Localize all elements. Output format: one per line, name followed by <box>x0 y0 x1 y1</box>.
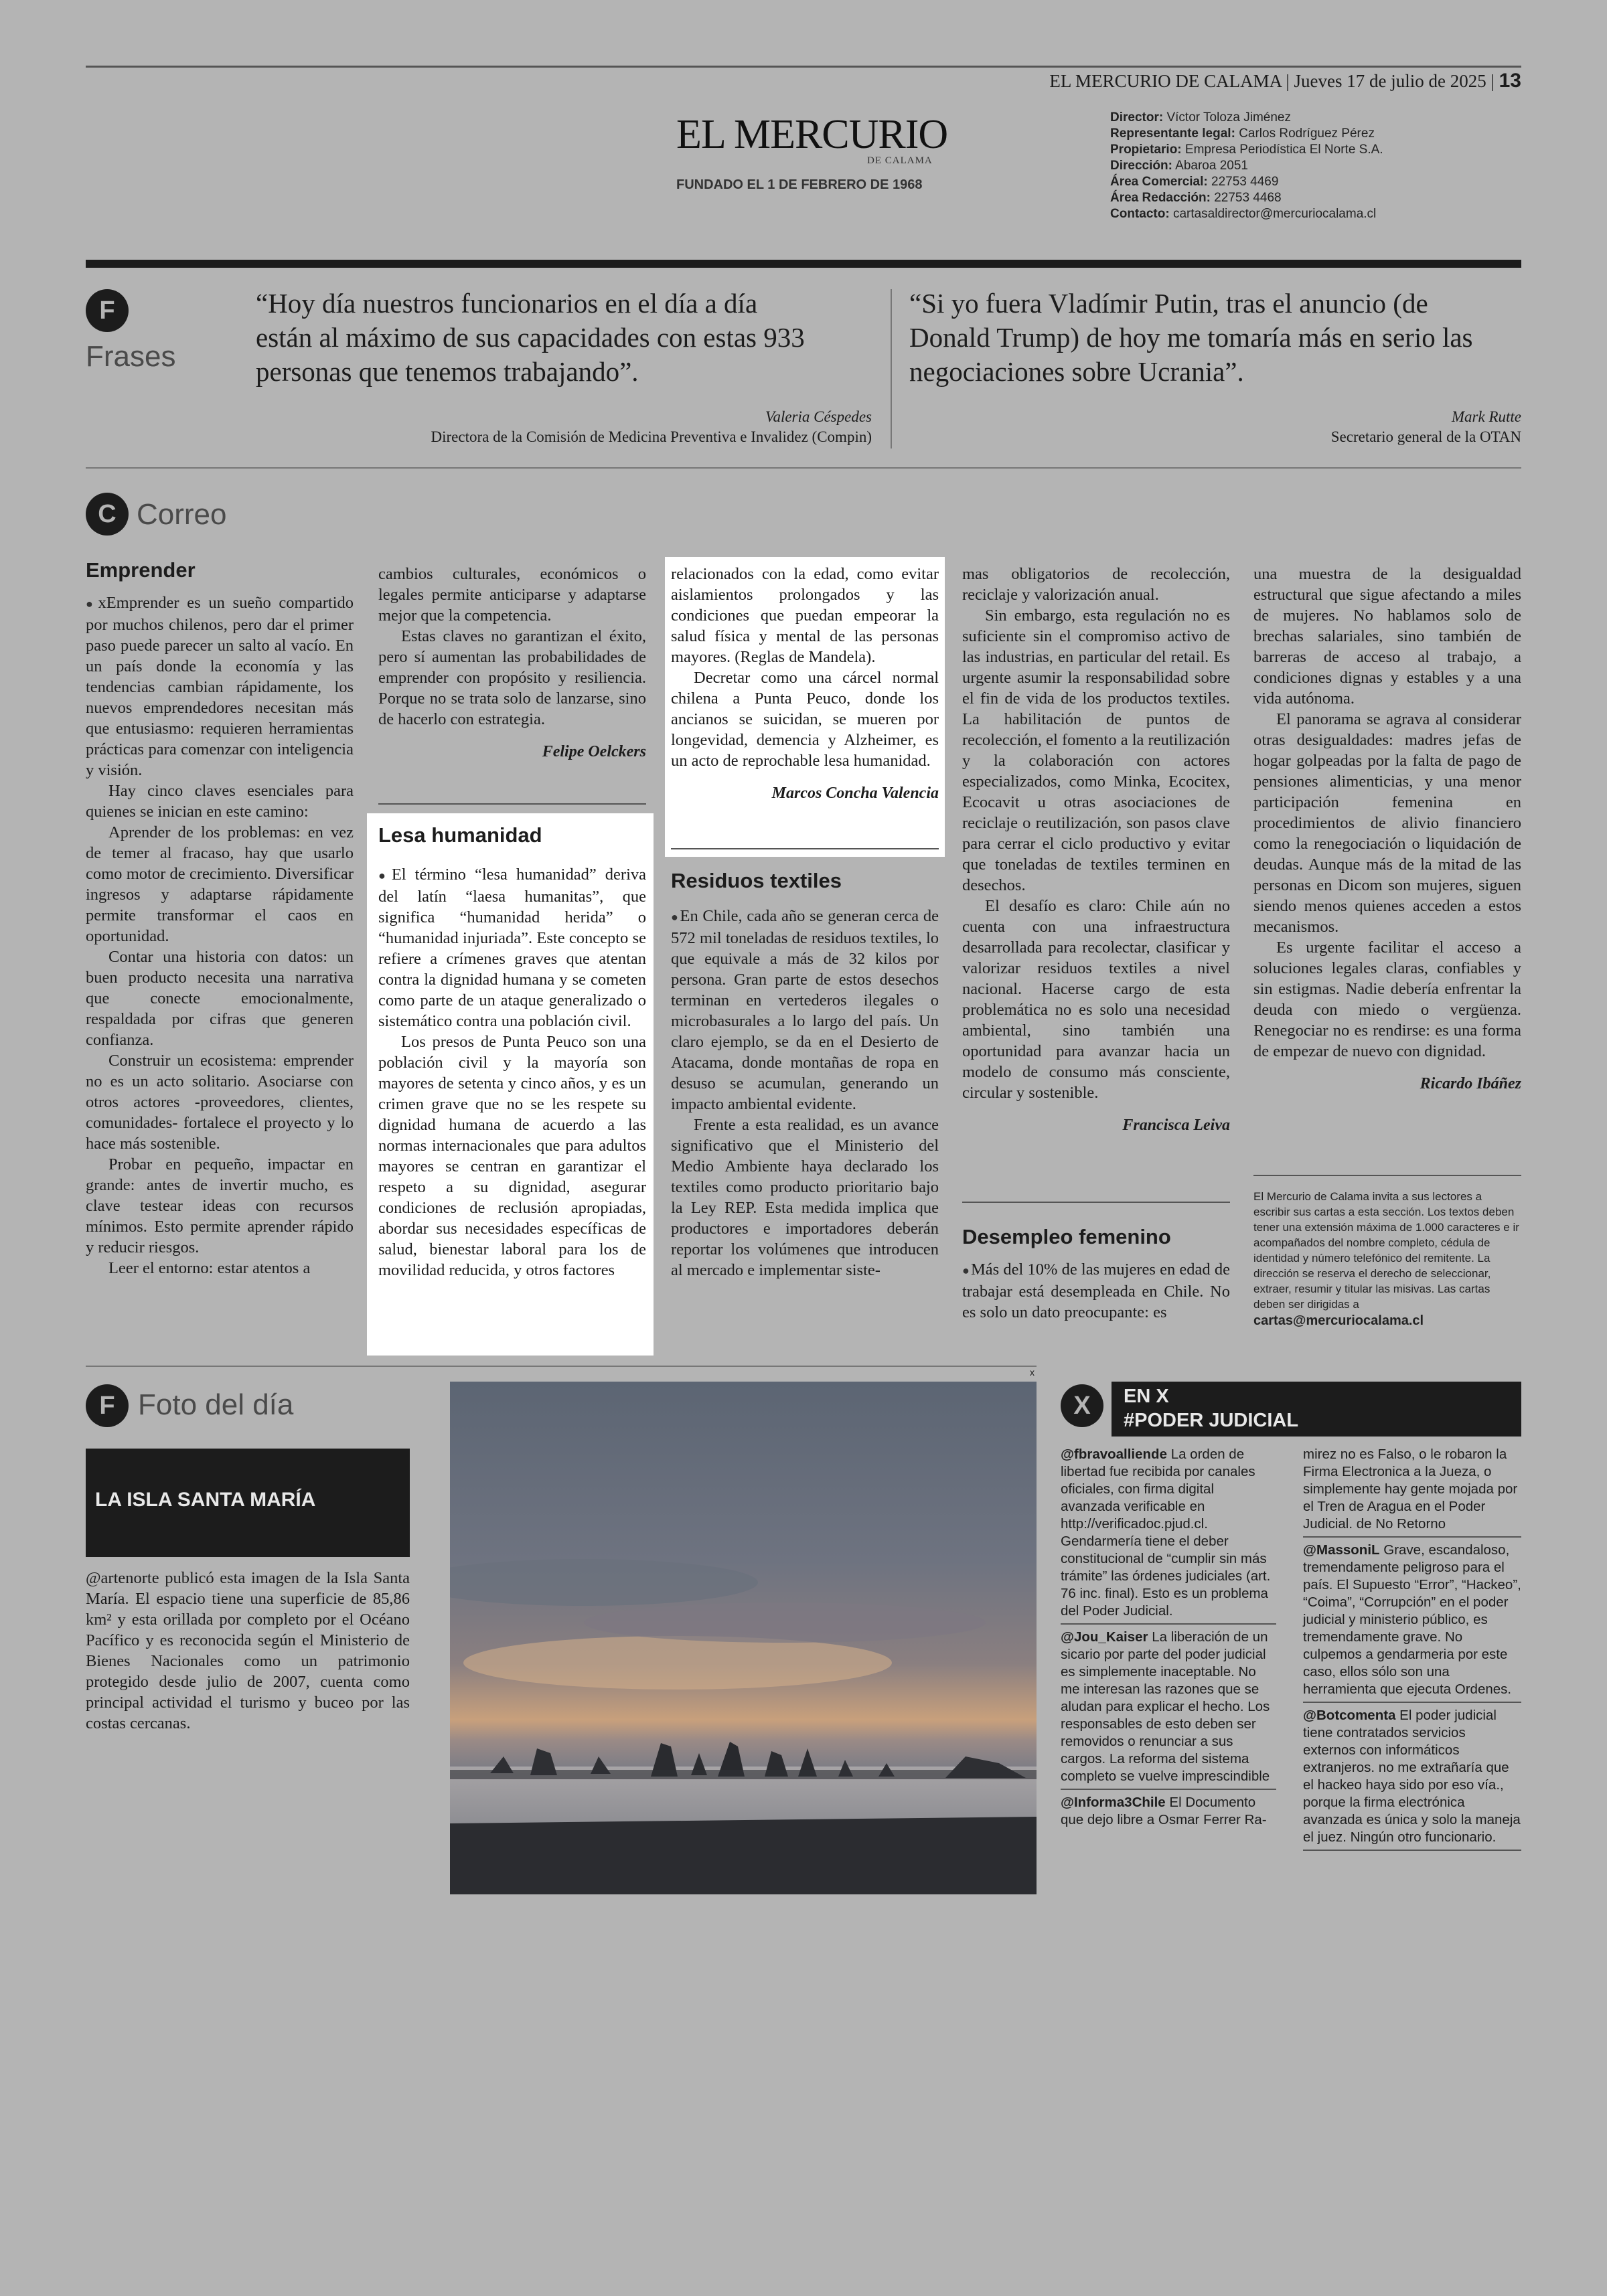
letter-paragraph: Es urgente facilitar el acceso a soluciones legales claras, confiables y sin estigmas. Nadie debería enfrentar la deuda con miedo o vergüenza. Renegociar no es rendirse: es una forma de empezar de nuevo con dignidad. <box>1253 938 1521 1060</box>
letter-rule <box>962 1202 1230 1203</box>
letter-paragraph: Sin embargo, esta regulación no es suficiente sin el compromiso activo de las industrias, en particular del retail. Es urgente asumir la responsabilidad sobre el fin de vida de los productos textiles. La habilitación de puntos de recolección, el fomento a la reutilización y la colaboración con actores especializados, como Minka, Ecocitex, Ecocavit u otras asociaciones de reciclaje o reutilización, son pasos clave para cerrar el ciclo productivo y evitar que toneladas de textiles terminen en desechos. <box>962 606 1230 894</box>
letter-paragraph: ● En Chile, cada año se generan cerca de 572 mil toneladas de residuos textiles, lo que equivale a más de 32 kilos por persona. Gran parte de estos desechos terminan en vertederos ilegales o microbasurales a lo largo del país. Un claro ejemplo, se da en el Desierto de Atacama, donde montañas de ropa en desuso se acumulan, generando un impacto ambiental evidente. <box>671 906 939 1115</box>
letter-paragraph: Frente a esta realidad, es un avance significativo que el Ministerio del Medio Ambiente haya declarado los textiles como producto prioritario bajo la Ley REP. Esta medida implica que productores e importadores deberán reportar los volúmenes que introducen al mercado e implementar siste- <box>671 1116 939 1279</box>
tweet: @Informa3Chile El Documento que dejo libre a Osmar Ferrer Ra- <box>1061 1795 1267 1827</box>
tweet: @fbravoalliende La orden de libertad fue recibida por canales oficiales, con firma digital avanzada verificable en http://verificadoc.pjud.cl. Gendarmería tiene el deber constitucional de “cumplir sin más trámite” las órdenes judiciales (art. 76 inc. final). Esto es un problema del Poder Judicial. <box>1061 1447 1271 1619</box>
correo-title: Correo <box>137 498 227 531</box>
staff-line: Propietario: Empresa Periodística El Norte S.A. <box>1110 143 1383 157</box>
staff-line: Área Comercial: 22753 4469 <box>1110 175 1279 189</box>
signature-lesa: Marcos Concha Valencia <box>771 785 939 802</box>
foto-rule <box>86 1366 1037 1367</box>
top-rule <box>86 66 1521 68</box>
tweets-column-1 <box>1061 1446 1276 1829</box>
enx-hashtag: #PODER JUDICIAL <box>1124 1410 1299 1431</box>
quote-1: “Hoy día nuestros funcionarios en el día a día están al máximo de sus capacidades con estas 933 personas que tenemos trabajando”. <box>256 288 805 387</box>
enx-title: EN X <box>1124 1386 1169 1407</box>
frases-title: Frases <box>86 340 176 373</box>
quote-2: “Si yo fuera Vladímir Putin, tras el anuncio (de Donald Trump) de hoy me tomaría más en serio las negociaciones sobre Ucrania”. <box>909 288 1473 387</box>
frases-rule <box>86 467 1521 469</box>
letter-paragraph: relacionados con la edad, como evitar aislamientos prolongados y las condiciones que puedan empeorar la salud física y mental de las personas mayores. (Reglas de Mandela). <box>671 565 939 666</box>
tweet: @Botcomenta El poder judicial tiene contratados servicios externos con informáticos extranjeros. no me extrañaría que el hackeo haya sido por eso vía., porque la firma electrónica avanzada es única y solo la maneja el juez. Ningún otro funcionario. <box>1303 1708 1521 1845</box>
tweet-divider <box>1061 1623 1276 1625</box>
letter-paragraph: cambios culturales, económicos o legales permite anticiparse y adaptarse mejor que la competencia. <box>378 565 646 625</box>
tweet-divider <box>1303 1702 1521 1703</box>
page-number: 13 <box>1499 70 1521 92</box>
staff-line: Dirección: Abaroa 2051 <box>1110 159 1248 173</box>
letter-paragraph: ● xEmprender es un sueño compartido por muchos chilenos, pero dar el primer paso puede parecer un salto al vacío. En un país donde la economía y las tendencias cambian rápidamente, los nuevos emprendedores necesitan más que entusiasmo: requieren herramientas prácticas para comenzar con inteligencia y visión. <box>86 592 354 781</box>
letter-rule <box>671 848 939 849</box>
column-lesa <box>378 825 646 1281</box>
letter-paragraph: Aprender de los problemas: en vez de temer al fracaso, hay que usarlo como motor de crecimiento. Diversificar ingresos y adaptarse rápidamente permite transformar el caos en oportunidad. <box>86 823 354 945</box>
sunset-photo <box>450 1382 1037 1894</box>
letter-paragraph: El desafío es claro: Chile aún no cuenta con una infraestructura desarrollada para recolectar, clasificar y valorizar residuos textiles a nivel nacional. Hacerse cargo de esta problemática no es solo una necesidad ambiental, sino también una oportunidad para avanzar hacia un modelo de consumo más consciente, circular y sostenible. <box>962 897 1230 1102</box>
signature-emprender: Felipe Oelckers <box>542 743 646 760</box>
column-4-top <box>962 564 1230 1136</box>
tweet-divider <box>1303 1850 1521 1851</box>
tweet-user[interactable]: @Botcomenta <box>1303 1708 1396 1723</box>
staff-box <box>1110 110 1485 222</box>
quote-1-author: Valeria Céspedes <box>765 408 872 425</box>
letter-paragraph: Probar en pequeño, impactar en grande: antes de invertir mucho, es clave testear ideas con recursos mínimos. Esto permite aprender rápido y reducir riesgos. <box>86 1155 354 1256</box>
tweet-user[interactable]: @fbravoalliende <box>1061 1447 1167 1462</box>
foto-title: Foto del día <box>138 1388 294 1421</box>
letter-rule <box>1253 1175 1521 1176</box>
tweet-divider <box>1303 1536 1521 1538</box>
letter-paragraph: Contar una historia con datos: un buen producto necesita una narrativa que conecte emocionalmente, respaldada por cifras que generen confianza. <box>86 948 354 1049</box>
letter-title-lesa: Lesa humanidad <box>378 823 542 847</box>
letter-paragraph: El panorama se agrava al considerar otras desigualdades: madres jefas de hogar golpeadas por la falta de pago de pensiones alimenticias, y una menor participación femenina en procedimientos de alivio financiero como la renegociación o liquidación de deudas. Aunque más de la mitad de las personas en Dicom son mujeres, siguen siendo menos quienes acceden a estos mecanismos. <box>1253 710 1521 936</box>
foto-title-box <box>86 1449 410 1557</box>
founded-line: FUNDADO EL 1 DE FEBRERO DE 1968 <box>676 177 923 192</box>
tweet: @Jou_Kaiser La liberación de un sicario por parte del poder judicial es simplemente inaceptable. No me interesan las razones que se aludan para explicar el hecho. Los responsables de esto deben ser removidos o renunciar a sus cargos. La reforma del sistema completo se vuelve imprescindible <box>1061 1629 1270 1784</box>
letter-paragraph: ● Más del 10% de las mujeres en edad de trabajar está desempleada en Chile. No es solo un dato preocupante: es <box>962 1259 1230 1323</box>
column-desempleo <box>962 1226 1230 1323</box>
signature-desempleo: Ricardo Ibáñez <box>1420 1075 1521 1092</box>
letter-paragraph: Hay cinco claves esenciales para quienes se inician en este camino: <box>86 782 354 821</box>
letter-paragraph: Estas claves no garantizan el éxito, pero sí aumentan las probabilidades de emprender con propósito y resiliencia. Porque no se trata solo de lanzarse, sino de hacerlo con estrategia. <box>378 627 646 728</box>
tweet-divider <box>1061 1789 1276 1790</box>
column-3-top <box>671 564 939 804</box>
photo-corner-mark: x <box>1030 1367 1035 1378</box>
tweet-continuation: mirez no es Falso, o le robaron la Firma Electronica a la Jueza, o simplemente hay gente mojada por el Tren de Aragua en el Poder Judicial. de No Retorno <box>1303 1447 1518 1532</box>
quote-2-role: Secretario general de la OTAN <box>1330 428 1521 445</box>
quote-divider <box>891 289 892 448</box>
tweets-column-2 <box>1303 1446 1521 1855</box>
x-badge: X <box>1061 1384 1103 1427</box>
foto-caption: @artenorte publicó esta imagen de la Isla Santa María. El espacio tiene una superficie de 85,86 km² y esta orillada por completo por el Océano Pacífico y es reconocida según el Ministerio de Bienes Nacionales como un patrimonio protegido desde julio de 2007, cuenta como principal actividad el turismo y buceo por las costas cercanas. <box>86 1569 410 1732</box>
letter-title-emprender: Emprender <box>86 558 196 582</box>
foto-badge: F <box>86 1384 129 1427</box>
letter-paragraph: ● El término “lesa humanidad” deriva del latín “laesa humanitas”, que significa “humanidad herida” o “humanidad injuriada”. Este concepto se refiere a crímenes graves que atentan contra la dignidad humana y se cometen como parte de un ataque generalizado o sistemático contra una población civil. <box>378 864 646 1032</box>
staff-line: Director: Víctor Toloza Jiménez <box>1110 110 1291 125</box>
newspaper-logo: EL MERCURIO <box>676 112 948 157</box>
tweet-user[interactable]: @Jou_Kaiser <box>1061 1629 1148 1645</box>
column-emprender <box>86 560 354 1279</box>
submission-email[interactable]: cartas@mercuriocalama.cl <box>1253 1313 1424 1328</box>
correo-badge: C <box>86 493 129 536</box>
letter-title-residuos: Residuos textiles <box>671 869 842 892</box>
letter-paragraph: Los presos de Punta Peuco son una población civil y la mayoría son mayores de setenta y cinco años, y es un crimen grave que no se les respete su dignidad humana de acuerdo a las normas internacionales que para adultos mayores se centran en garantizar el respeto a su dignidad, asegurar condiciones de reclusión apropiadas, abordar sus necesidades específicas de salud, bienestar laboral para los de movilidad reducida, y otros factores <box>378 1033 646 1279</box>
foto-box-title: LA ISLA SANTA MARÍA <box>95 1489 316 1511</box>
column-5-top <box>1253 564 1521 1094</box>
letter-paragraph: Leer el entorno: estar atentos a <box>108 1259 311 1277</box>
column-2-top <box>378 564 646 762</box>
submission-note: El Mercurio de Calama invita a sus lectores a escribir sus cartas a esta sección. Los textos deben tener una extensión máxima de 1.000 caracteres e ir acompañados del nombre completo, cédula de identidad y número telefónico del remitente. La dirección se reserva el derecho de seleccionar, extraer, resumir y titular las misivas. Las cartas deben ser dirigidas a cartas@mercuriocalama.cl <box>1253 1189 1521 1329</box>
letter-paragraph: mas obligatorios de recolección, reciclaje y valorización anual. <box>962 565 1230 604</box>
letter-paragraph: Construir un ecosistema: emprender no es un acto solitario. Asociarse con otros actores -proveedores, clientes, comunidades- fortalece el proyecto y lo hace más sostenible. <box>86 1052 354 1153</box>
quote-2-author: Mark Rutte <box>1451 408 1521 425</box>
staff-line: Representante legal: Carlos Rodríguez Pérez <box>1110 127 1375 141</box>
column-residuos <box>671 870 939 1281</box>
photo-isla-santa-maria <box>450 1382 1037 1894</box>
tweet: @MassoniL Grave, escandaloso, tremendamente peligroso para el país. El Supuesto “Error”, “Hackeo”, “Coima”, “Corrupción” en el poder judicial y ministerio público, es tremendamente grave. No culpemos a gendarmeria por este caso, ellos sólo son una herramienta que ejecuta Ordenes. <box>1303 1542 1521 1697</box>
tweet-user[interactable]: @Informa3Chile <box>1061 1795 1166 1810</box>
quote-1-role: Directora de la Comisión de Medicina Preventiva e Invalidez (Compin) <box>431 428 872 445</box>
logo-subtitle: DE CALAMA <box>867 155 933 166</box>
enx-title-bar <box>1112 1382 1521 1437</box>
signature-residuos: Francisca Leiva <box>1122 1117 1230 1134</box>
folio: EL MERCURIO DE CALAMA | Jueves 17 de julio de 2025 | 13 <box>1049 70 1521 92</box>
staff-line: Contacto: cartasaldirector@mercuriocalama.cl <box>1110 207 1377 221</box>
frases-badge: F <box>86 289 129 332</box>
staff-line: Área Redacción: 22753 4468 <box>1110 191 1282 205</box>
letter-title-desempleo: Desempleo femenino <box>962 1225 1171 1248</box>
letter-paragraph: Decretar como una cárcel normal chilena a Punta Peuco, donde los ancianos se suicidan, se mueren por longevidad, demencia y Alzheimer, es un acto de reprochable lesa humanidad. <box>671 669 939 770</box>
tweet-user[interactable]: @MassoniL <box>1303 1542 1380 1558</box>
letter-rule <box>378 803 646 805</box>
header-bar <box>86 260 1521 268</box>
letter-paragraph: una muestra de la desigualdad estructural que sigue afectando a miles de mujeres. No hablamos solo de brechas salariales, sino también de barreras de acceso al trabajo, a condiciones dignas y estables y a una vida autónoma. <box>1253 565 1521 708</box>
